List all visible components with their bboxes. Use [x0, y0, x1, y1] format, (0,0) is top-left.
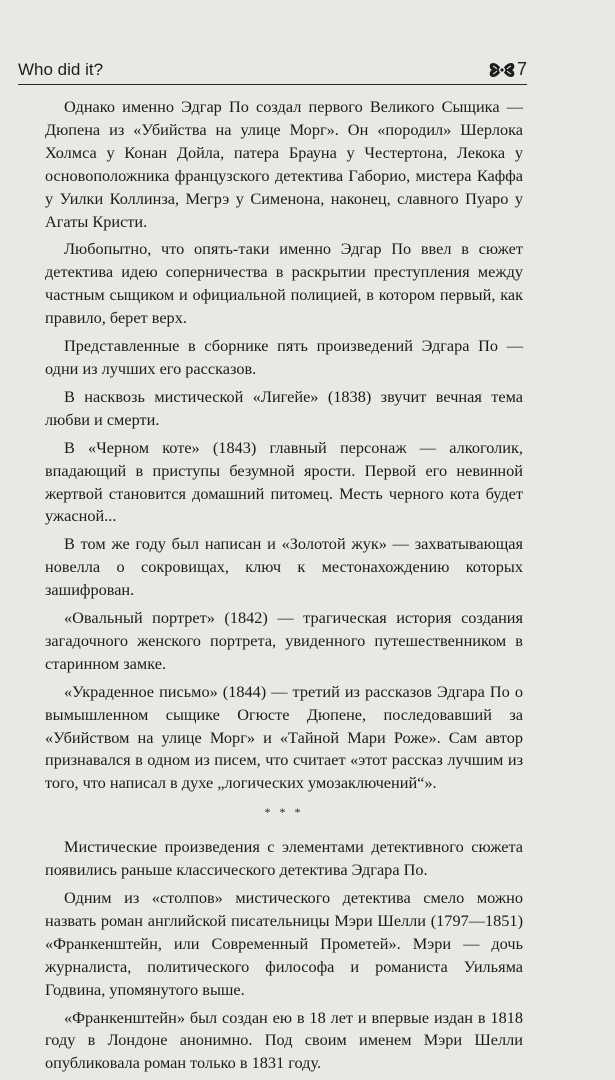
paragraph: В том же году был написан и «Золотой жук» — захватывающая новелла о сокровищах, ключ к местонахождению которых зашифрован. [45, 534, 523, 600]
paragraph: «Овальный портрет» (1842) — трагическая история создания загадочного женского портрета, увиденного путешественником в старинном замке. [45, 608, 523, 673]
paragraph: В «Черном коте» (1843) главный персонаж — алкоголик, впадающий в приступы безумной ярости. Первой его невинной жертвой становится домашний питомец. Месть черного кота будет ужасной... [45, 437, 523, 526]
body-text [45, 96, 523, 1080]
floral-ornament-icon [484, 52, 520, 88]
paragraph: Однако именно Эдгар По создал первого Великого Сыщика — Дюпена из «Убийства на улице Морг». Он «породил» Шерлока Холмса у Конан Дойла, патера Брауна у Честертона, Лекока у основоположника французского детектива Габорио, мистера Каффа у Уилки Коллинза, Мегрэ у Сименона, наконец, славного Пуаро у Агаты Кристи. [45, 97, 523, 231]
paragraph: Одним из «столпов» мистического детектива смело можно назвать роман английской писательницы Мэри Шелли (1797—1851) «Франкенштейн, или Современный Прометей». Мэри — дочь журналиста, политического философа и романиста Уильяма Годвина, упомянутого выше. [45, 888, 523, 999]
paragraph: Представленные в сборнике пять произведений Эдгара По — одни из лучших его рассказов. [45, 336, 523, 378]
paragraph: Любопытно, что опять-таки именно Эдгар По ввел в сюжет детектива идею соперничества в раскрытии преступления между частным сыщиком и официальной полицией, в котором первый, как правило, берет верх. [45, 239, 523, 328]
paragraph: «Франкенштейн» был создан ею в 18 лет и впервые издан в 1818 году в Лондоне анонимно. Под своим именем Мэри Шелли опубликовала роман только в 1831 году. [45, 1007, 523, 1073]
page-number: 7 [516, 59, 527, 79]
paragraph: В насквозь мистической «Лигейе» (1838) звучит вечная тема любви и смерти. [45, 386, 523, 429]
paragraph: Мистические произведения с элементами детективного сюжета появились раньше классического детектива Эдгара По. [45, 837, 523, 880]
running-title: Who did it? [18, 60, 104, 79]
paragraph: «Украденное письмо» (1844) — третий из рассказов Эдгара По о вымышленном сыщике Огюсте Дюпене, последовавший за «Убийством на улице Морг» и «Тайной Мари Роже». Сам автор признавался в одном из писем, что считает «этот рассказ лучшим из того, что написал в духе „логических умозаключений“». [45, 681, 523, 793]
running-header [18, 58, 527, 85]
section-separator: * * * [264, 805, 304, 820]
